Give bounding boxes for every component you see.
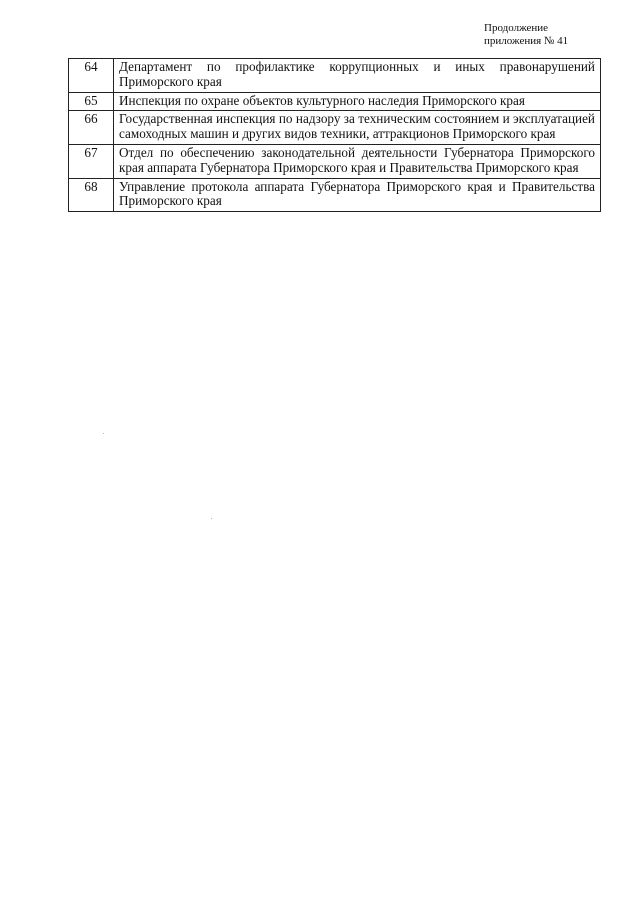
header-continuation: Продолжение	[484, 22, 549, 34]
page-header	[484, 22, 568, 48]
row-number: 68	[69, 178, 114, 212]
scan-speck	[103, 433, 104, 434]
table-row	[69, 144, 601, 178]
scan-speck	[211, 518, 212, 519]
row-name: Государственная инспекция по надзору за техническим состоянием и эксплуатацией самоходных машин и других видов техники, аттракционов Приморского края	[114, 111, 601, 145]
departments-table	[68, 58, 601, 212]
table-row	[69, 111, 601, 145]
table-row	[69, 92, 601, 111]
row-number: 65	[69, 92, 114, 111]
row-name: Департамент по профилактике коррупционных и иных правонарушений Приморского края	[114, 59, 601, 93]
header-appendix-number: приложения № 41	[484, 35, 569, 47]
row-number: 66	[69, 111, 114, 145]
row-number: 64	[69, 59, 114, 93]
row-name: Управление протокола аппарата Губернатора Приморского края и Правительства Приморского края	[114, 178, 601, 212]
row-name: Отдел по обеспечению законодательной деятельности Губернатора Приморского края аппарата Губернатора Приморского края и Правительства Приморского края	[114, 144, 601, 178]
table-row	[69, 59, 601, 93]
row-name: Инспекция по охране объектов культурного наследия Приморского края	[114, 92, 601, 111]
row-number: 67	[69, 144, 114, 178]
table-row	[69, 178, 601, 212]
